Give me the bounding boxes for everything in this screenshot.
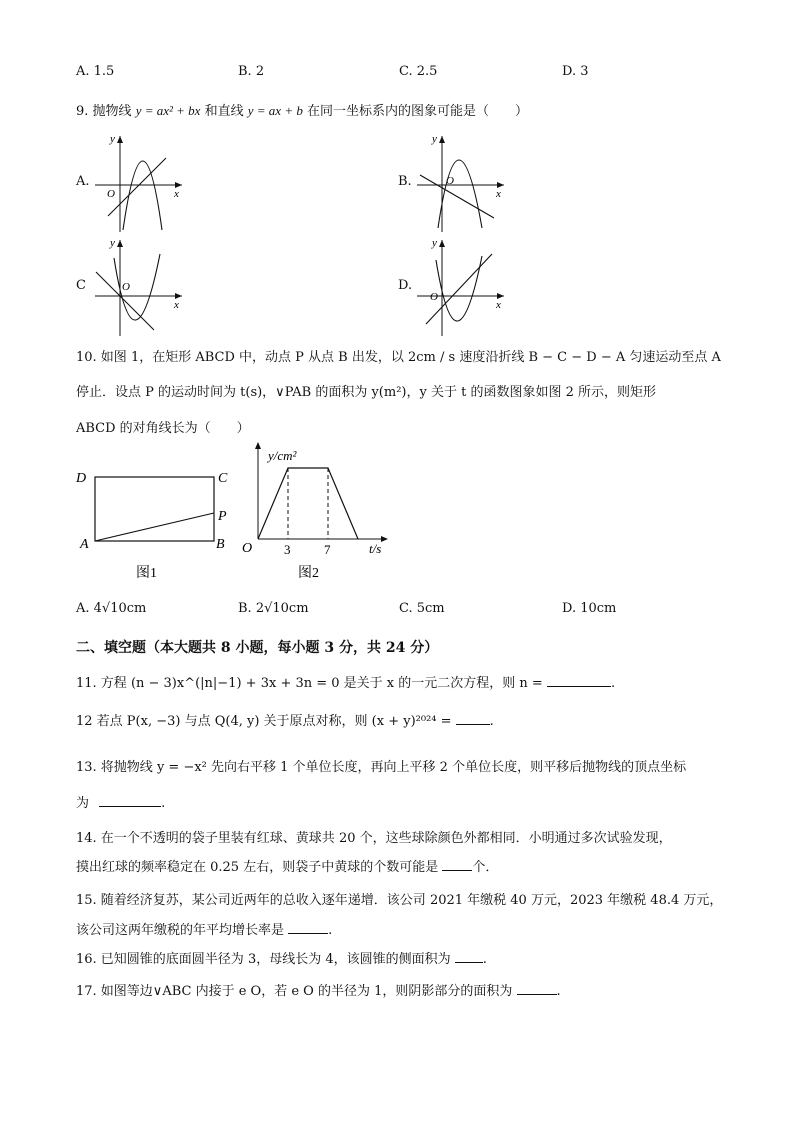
q11-end: .	[610, 676, 616, 691]
q9-b-origin: O	[446, 175, 454, 187]
q13-line2-text: 为	[76, 796, 90, 811]
q9-label-a: A.	[76, 174, 90, 189]
q10-line2: 停止．设点 P 的运动时间为 t(s)，∨PAB 的面积为 y(m²)，y 关于 t 的函数图象如图 2 所示，则矩形	[76, 385, 656, 400]
fig2-origin: O	[242, 541, 253, 556]
segment-ap	[95, 513, 214, 541]
q15-line2-text: 该公司这两年缴税的年平均增长率是	[76, 923, 285, 938]
q9-c-parabola	[114, 254, 160, 320]
q9-graph-b	[412, 130, 512, 234]
fig1-caption: 图1	[136, 566, 157, 581]
q17	[76, 980, 561, 999]
q10-line3: ABCD 的对角线长为（ ）	[76, 421, 250, 436]
q10-option-c: C. 5cm	[399, 601, 445, 616]
q9-d-y-label: y	[432, 237, 437, 249]
fig2-xlabel: t/s	[369, 541, 382, 556]
q9-d-line	[426, 254, 492, 324]
q9-eq1: y = ax² + bx	[135, 103, 201, 118]
q9-a-origin: O	[107, 188, 115, 200]
q16-text: 16. 已知圆锥的底面圆半径为 3，母线长为 4，该圆锥的侧面积为	[76, 952, 451, 967]
q17-answer-blank[interactable]	[517, 982, 557, 995]
q9-stem-c: 在同一坐标系内的图象可能是（ ）	[306, 104, 528, 119]
q8-option-b: B. 2	[238, 64, 265, 79]
q16	[76, 948, 487, 967]
q15-line2	[76, 919, 332, 938]
q9-a-x-label: x	[174, 188, 179, 200]
q10-option-a: A. 4√10cm	[76, 601, 147, 616]
fig2-tick-3: 3	[284, 542, 291, 557]
q11-answer-blank[interactable]	[547, 674, 611, 687]
q9-graph-a	[90, 130, 190, 234]
q8-option-a: A. 1.5	[76, 64, 115, 79]
q12-end: .	[489, 714, 494, 729]
q9-stem-b: 和直线	[204, 104, 244, 119]
fig2-tick-7: 7	[324, 542, 331, 557]
q9-graph-d	[412, 234, 512, 338]
q15-end: .	[328, 923, 333, 938]
fig2-ylabel: y/cm²	[268, 448, 297, 463]
q9-a-y-label: y	[110, 133, 115, 145]
q13-end: .	[161, 796, 166, 811]
q12-answer-blank[interactable]	[456, 712, 490, 725]
q12-text: 12 若点 P(x, −3) 与点 Q(4, y) 关于原点对称，则 (x + y)²⁰²⁴ =	[76, 714, 452, 729]
q11	[76, 672, 615, 691]
fig2-caption: 图2	[298, 566, 319, 581]
rectangle-abcd	[95, 477, 214, 541]
q17-end: .	[556, 984, 561, 999]
q9-c-y-label: y	[110, 237, 115, 249]
q9-b-x-label: x	[496, 188, 501, 200]
q14-end: 个．	[472, 860, 499, 875]
q10-option-d: D. 10cm	[562, 601, 617, 616]
q9-b-y-label: y	[432, 133, 437, 145]
q9-stem-a: 9. 抛物线	[76, 104, 132, 119]
q9-d-origin: O	[430, 291, 438, 303]
q9-graph-c	[90, 234, 190, 338]
q10-option-b: B. 2√10cm	[238, 601, 309, 616]
q10-figure1	[72, 460, 242, 584]
fig1-label-b: B	[216, 537, 225, 552]
q9-eq2: y = ax + b	[247, 103, 303, 118]
q9-b-parabola	[438, 160, 482, 228]
q15-line1: 15. 随着经济复苏，某公司近两年的总收入逐年递增．该公司 2021 年缴税 40 万元，2023 年缴税 48.4 万元，	[76, 893, 723, 908]
q14-answer-blank[interactable]	[442, 858, 472, 871]
q17-text: 17. 如图等边∨ABC 内接于 e O，若 e O 的半径为 1，则阴影部分的面积为	[76, 984, 513, 999]
fig1-label-c: C	[218, 471, 228, 486]
q12	[76, 710, 494, 729]
q8-option-c: C. 2.5	[399, 64, 438, 79]
fig1-label-a: A	[80, 537, 89, 552]
q9-label-c: C	[76, 278, 86, 293]
q9-label-b: B.	[398, 174, 412, 189]
section-title-fill-in: 二、填空题（本大题共 8 小题，每小题 3 分，共 24 分）	[76, 640, 439, 656]
fig1-label-p: P	[218, 509, 227, 524]
fig1-label-d: D	[76, 471, 87, 486]
q9-c-origin: O	[122, 281, 130, 293]
q13-answer-blank[interactable]	[99, 794, 161, 807]
q14-line1: 14. 在一个不透明的袋子里装有红球、黄球共 20 个，这些球除颜色外都相同．小明通过多次试验发现，	[76, 831, 672, 846]
q13-line1: 13. 将抛物线 y = −x² 先向右平移 1 个单位长度，再向上平移 2 个单位长度，则平移后抛物线的顶点坐标	[76, 760, 687, 775]
q14-line2-text: 摸出红球的频率稳定在 0.25 左右，则袋子中黄球的个数可能是	[76, 860, 439, 875]
q8-option-d: D. 3	[562, 64, 589, 79]
q9-c-x-label: x	[174, 299, 179, 311]
q9-b-line	[420, 175, 494, 218]
q9-d-x-label: x	[496, 299, 501, 311]
q14-line2	[76, 856, 498, 875]
q9-stem	[76, 100, 528, 119]
fig2-function-graph	[258, 468, 358, 539]
q16-end: .	[482, 952, 487, 967]
q16-answer-blank[interactable]	[455, 950, 483, 963]
q15-answer-blank[interactable]	[288, 921, 328, 934]
q10-line1: 10. 如图 1，在矩形 ABCD 中，动点 P 从点 B 出发，以 2cm / s 速度沿折线 B − C − D − A 匀速运动至点 A	[76, 350, 721, 365]
q9-label-d: D.	[398, 278, 413, 293]
q11-text: 11. 方程 (n − 3)x^(|n|−1) + 3x + 3n = 0 是关于 x 的一元二次方程，则 n =	[76, 676, 543, 691]
q13-line2	[76, 792, 165, 811]
q10-figure2	[236, 440, 396, 584]
